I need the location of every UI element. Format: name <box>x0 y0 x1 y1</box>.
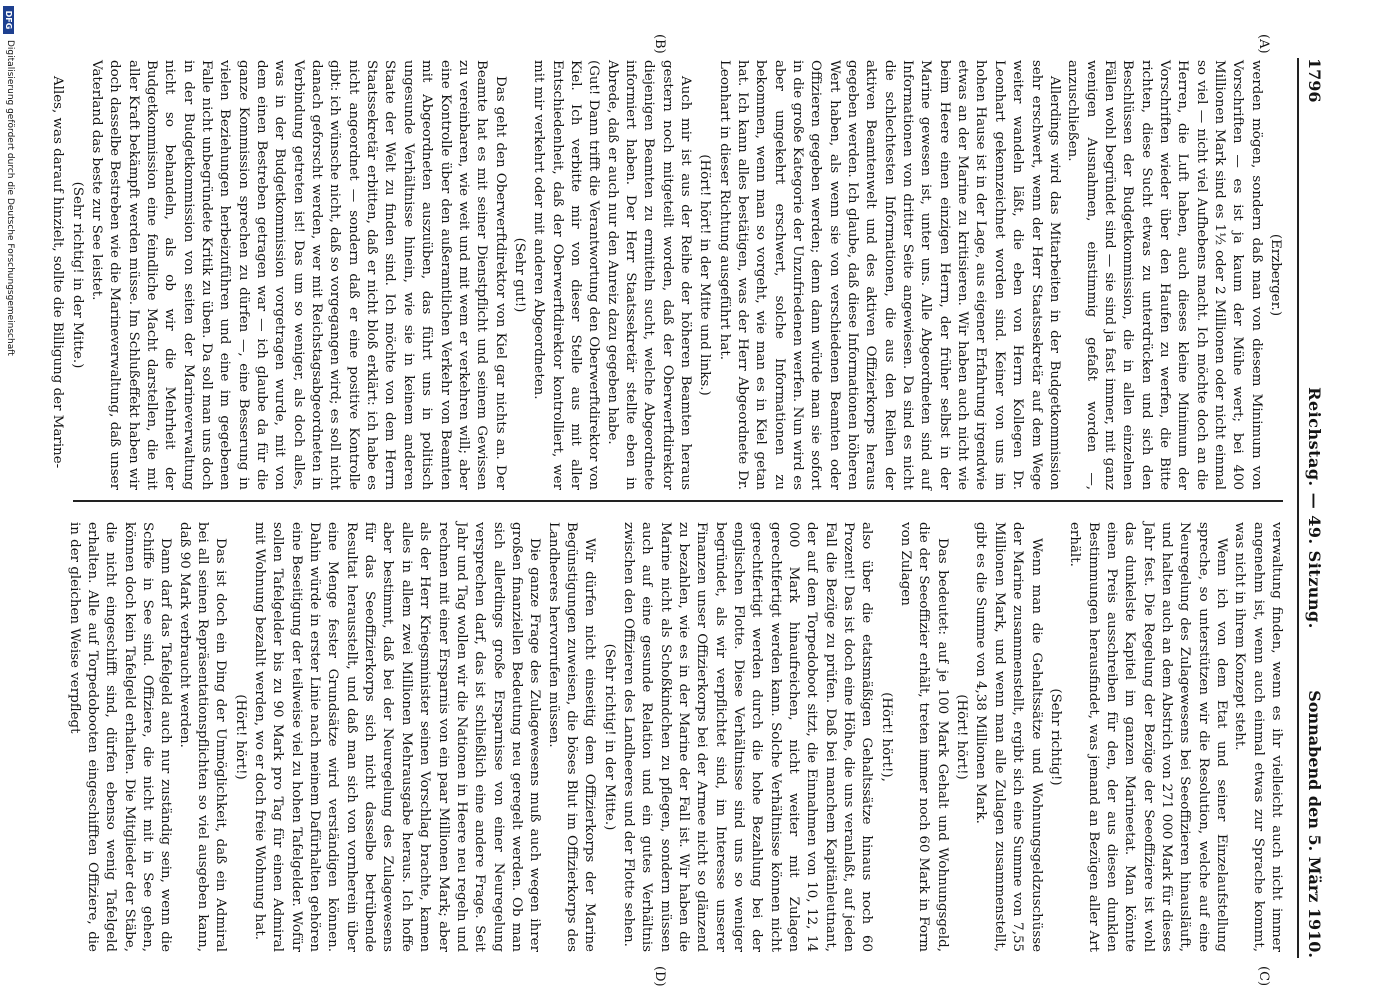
paragraph: (Gut! Dann trifft die Verantwortung den Oberwerftdirektor von Kiel. Ich verbitte mir von dieser Stelle aus mit aller Entschiedenheit, daß der Oberwerftdirektor kontrolliert, wer mit mir verkehrt oder mit anderen Abgeordneten. <box>531 60 602 490</box>
left-column <box>50 60 1285 490</box>
right-column <box>66 522 1285 952</box>
paragraph: Das bedeutet: auf je 100 Mark Gehalt und Wohnungsgeld, die der Seeoffizier erhält, treten immer noch 60 Mark in Form von Zulagen <box>898 522 950 952</box>
speaker-label: (Erzberger.) <box>1268 233 1283 317</box>
margin-marker-c: (C) <box>1256 966 1271 987</box>
paragraph: Dann darf das Tafelgeld auch nur zuständig sein, wenn die Schiffe in See sind. Offiziere, die nicht mit in See gehen, können doch kein Tafelgeld erhalten. Die Mitglieder der Stäbe, die nicht eingeschifft sind, dürfen ebenso wenig Tafelgeld erhalten. Alle auf Torpedobooten eingeschifften Offiziere, die in der gleichen Weise verpflegt <box>66 522 174 952</box>
interjection: (Hört! hört!) <box>954 694 970 780</box>
interjection: (Hört! hört!) <box>232 694 248 780</box>
paragraph: verwaltung finden, wenn es ihr vielleicht auch nicht immer angenehm ist, wenn auch einmal etwas zur Sprache kommt, was nicht in ihrem Konzept steht. <box>1232 522 1284 952</box>
paragraph: Das ist doch ein Ding der Unmöglichkeit, daß ein Admiral bei all seinen Repräsentationspflichten so viel ausgeben kann, daß 90 Mark verbraucht werden. <box>176 522 229 952</box>
paragraph: Alles, was darauf hinzielt, sollte die Billigung der Marine- <box>50 76 66 469</box>
column-divider <box>73 500 1283 502</box>
interjection: (Sehr gut!) <box>511 237 527 313</box>
margin-marker-b: (B) <box>652 34 667 54</box>
margin-marker-a: (A) <box>1256 34 1271 54</box>
paragraph: Wenn man die Gehaltssätze und Wohnungsgeldzuschüsse der Marine zusammenstellt, ergibt sich eine Summe von 7,55 Millionen Mark, und wenn man alle Zulagen zusammenstellt, gibt es die Summe von 4,38 Millionen Mark. <box>973 522 1044 952</box>
interjection: (Sehr richtig!) <box>1047 688 1063 786</box>
header-rule <box>1297 58 1299 958</box>
digitization-footer <box>1 0 15 1000</box>
paragraph: Wenn ich von dem Etat und seiner Einzelaufstellung spreche, so unterstützen wir die Resolution, welche auf eine Neuregelung des Zulagewesens bei Seeoffizieren hinausläuft, und halten auch an dem Abstrich von 271 000 Mark für dieses Jahr fest. Die Regelung der Bezüge der Seeoffiziere ist wohl das dunkelste Kapitel im ganzen Marineetat. Man könnte einen Preis ausschreiben für den, der aus diesen dunklen Bestimmungen herausfindet, was jemand an Bezügen aller Art erhält. <box>1067 522 1229 952</box>
paragraph: Wir dürfen nicht einseitig dem Offizierkorps der Marine Begünstigungen zuweisen, die böses Blut im Offizierkorps des Landheeres hervorrufen müssen. <box>545 522 598 952</box>
interjection: (Sehr richtig! in der Mitte.) <box>601 643 617 831</box>
session-title: Reichstag. — 49. Sitzung. <box>1305 387 1324 629</box>
interjection: (Sehr richtig! in der Mitte.) <box>69 181 85 369</box>
paragraph: also über die etatsmäßigen Gehaltssätze hinaus noch 60 Prozent! Das ist doch eine Höhe, die uns veranlaßt, auf jeden Fall die Bezüge zu prüfen. Daß bei manchem Kapitänleutnant, der auf dem Torpedoboot sitzt, die Einnahmen von 10, 12, 14 000 Mark hinaufreichen, nicht weiter mit Zulagen gerechtfertigt werden kann. Solche Verhältnisse können nicht gerechtfertigt werden durch die hohe Bezahlung bei der englischen Flotte. Diese Verhältnisse sind uns so weniger begründet, als wir verpflichtet sind, im Interesse unserer Finanzen unser Offizierkorps bei der Armee nicht so glänzend zu bezahlen, wie es in der Marine der Fall ist. Wir haben die Marine nicht als Schoßkindchen zu pflegen, sondern müssen auch auf eine gesunde Relation und ein gutes Verhältnis zwischen den Offizieren des Landheeres und der Flotte sehen. <box>620 522 875 952</box>
funding-credit: Digitalisierung gefördert durch die Deutsche Forschungsgemeinschaft <box>5 40 15 356</box>
interjection: (Hört! hört! in der Mitte und links.) <box>697 154 713 396</box>
paragraph: Das geht den Oberwerftdirektor von Kiel gar nichts an. Der Beamte hat es mit seiner Dienstpflicht und seinem Gewissen zu vereinbaren, wie weit und mit wem er verkehren will; aber eine Kontrolle über den außeramtlichen Verkehr von Beamten mit Abgeordneten auszuüben, das führt uns in politisch ungesunde Verhältnisse hinein, wie sie in keinem anderen Staate der Welt zu finden sind. Ich möchte von dem Herrn Staatssekretär erbitten, daß er nicht bloß erklärt: ich habe es nicht angeordnet — sondern daß er eine positive Kontrolle gibt: ich wünsche nicht, daß so vorgegangen wird; es soll nicht danach geforscht werden, wer mit Reichstagsabgeordneten in Verbindung getreten ist! Das um so weniger, als doch alles, was in der Budgetkommission vorgetragen wurde, mit von dem einen Bestreben getragen war — ich glaube da für die ganze Kommission sprechen zu dürfen —, eine Besserung in vielen Beziehungen herbeizuführen und eine im gegebenen Falle nicht unbegründete Kritik zu üben. Da soll man uns doch in der Budgetkommission von seiten der Marineverwaltung nicht so behandeln, als ob wir die Mehrheit der Budgetkommission eine feindliche Macht darstellen, die mit aller Kraft bekämpft werden müsse. Im Schlußeffekt haben wir doch dasselbe Bestreben wie die Marineverwaltung, daß unser Vaterland das beste zur See leistet. <box>89 60 508 490</box>
paragraph: Allerdings wird das Mitarbeiten in der Budgetkommission sehr erschwert, wenn der Herr Staatssekretär auf dem Wege weiter wandeln läßt, die eben von Herrn Kollegen Dr. Leonhart gekennzeichnet worden sind. Keiner von uns im hohen Hause ist in der Lage, aus eigener Erfahrung irgendwie etwas an der Marine zu kritisieren. Wir haben auch nicht wie beim Heere einen einzigen Herrn, der früher selbst in der Marine gewesen ist, unter uns. Alle Abgeordneten sind auf Informationen von dritter Seite angewiesen. Da sind es nicht die schlechtesten Informationen, die aus den Reihen der aktiven Beamtenwelt und des aktiven Offizierkorps heraus gegeben werden. Ich glaube, daß diese Informationen höheren Wert haben, als wenn sie von verschiedenen Beamten oder Offizieren gegeben werden; denn dann würde man sie sofort in die große Kategorie der Unzufriedenen werfen. Nun wird es aber umgekehrt erschwert, solche Informationen zu bekommen, wenn man so vorgeht, wie man es in Kiel getan hat. Ich kann alles bestätigen, was der Herr Abgeordnete Dr. Leonhart in dieser Richtung ausgeführt hat. <box>716 60 1062 490</box>
margin-marker-d: (D) <box>652 966 667 987</box>
page-number: 1796 <box>1305 58 1324 103</box>
interjection: (Hört! hört!), <box>878 692 894 782</box>
paragraph: werden mögen, sondern daß man von diesem Minimum von Vorschriften — es ist ja kaum der Mühe wert; bei 400 Millionen Mark sind es 1½ oder 2 Millionen oder nicht einmal so viel — nicht viel Aufhebens macht. Ich möchte doch an die Herren, die Luft haben, auch dieses kleine Minimum der Vorschriften wieder über den Haufen zu werfen, die Bitte richten, diese Sucht etwas zu unterdrücken und sich den Beschlüssen der Budgetkommission, die in allen einzelnen Fällen wohl begründet sind — sie sind ja fast immer, mit ganz wenigen Ausnahmen, einstimmig gefaßt worden —, anzuschließen. <box>1065 60 1264 490</box>
dfg-logo: DFG <box>3 6 14 34</box>
paragraph: Die ganze Frage des Zulagewesens muß auch wegen ihrer großen finanziellen Bedeutung neu geregelt werden. Ob man sich allerdings große Ersparnisse von einer Neuregelung versprechen darf, das ist schließlich eine andere Frage. Seit Jahr und Tag wollen wir die Nationen in Heere neu regeln und rechnen mit einer Ersparnis von ein paar Millionen Mark; aber als der Herr Kriegsminister seinen Vorschlag brachte, kamen alles in allem zwei Millionen Mehrausgabe heraus. Ich hoffe aber bestimmt, daß bei der Neuregelung des Zulagewesens für das Seeoffizierkorps sich nicht dasselbe betrübende Resultat herausstellt, und daß man sich von vornherein über eine Menge fester Grundsätze wird verständigen können. Dahin würde in erster Linie nach meinem Dafürhalten gehören eine Beseitigung der teilweise viel zu hohen Tafelgelder. Wofür sollen Tafelgelder bis zu 90 Mark pro Tag für einen Admiral mit Wohnung bezahlt werden, wo er doch freie Wohnung hat. <box>252 522 543 952</box>
paragraph: Auch mir ist aus der Reihe der höheren Beamten heraus gestern noch mitgeteilt worden, daß der Oberwerftdirektor diejenigen Beamten zu ermitteln sucht, welche Abgeordnete informiert haben. Der Herr Staatssekretär stellte eben in Abrede, daß er auch nur den Anreiz dazu gegeben habe. <box>604 60 693 490</box>
session-date: Sonnabend den 5. März 1910. <box>1305 690 1324 958</box>
page-header <box>1302 58 1326 958</box>
